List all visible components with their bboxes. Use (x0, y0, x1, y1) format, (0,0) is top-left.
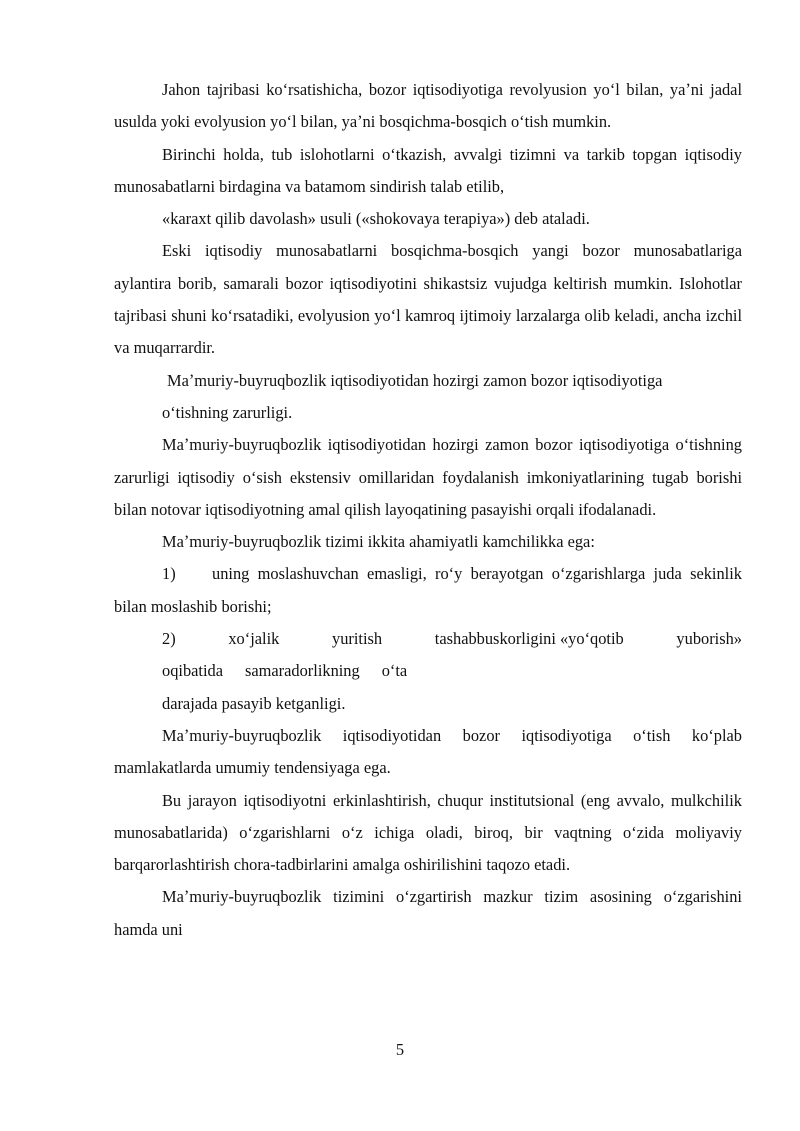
list-item-word: yuborish» (676, 629, 742, 649)
list-item-word: yuritish (332, 629, 383, 649)
paragraph: Maʼmuriy-buyruqbozlik iqtisodiyotidan bozor iqtisodiyotiga oʻtish koʻplab mamlakatlarda umumiy tendensiyaga ega. (114, 725, 742, 778)
document-body (114, 74, 742, 946)
list-item (162, 623, 742, 655)
list-item-word: samaradorlikning (245, 661, 360, 681)
list-number: 2) (162, 629, 176, 649)
list-number: 1) (162, 564, 176, 584)
section-heading-line: oʻtishning zarurligi. (162, 402, 293, 422)
list-item-continuation (162, 655, 742, 687)
list-item (114, 558, 742, 623)
list-item-word: oʻta (381, 661, 408, 681)
paragraph: Birinchi holda, tub islohotlarni oʻtkazish, avvalgi tizimni va tarkib topgan iqtisodiy munosabatlarni birdagina va batamom sindirish talab etilib, (114, 144, 742, 196)
paragraph: Jahon tajribasi koʻrsatishicha, bozor iqtisodiyotiga revolyusion yoʻl bilan, yaʼni jadal usulda yoki evolyusion yoʻl bilan, yaʼni bosqichma-bosqich oʻtish mumkin. (114, 80, 742, 132)
section-heading-line: Maʼmuriy-buyruqbozlik iqtisodiyotidan hozirgi zamon bozor iqtisodiyotiga (167, 370, 663, 390)
paragraph: Eski iqtisodiy munosabatlarni bosqichma-bosqich yangi bozor munosabatlariga aylantira borib, samarali bozor iqtisodiyotini shikastsiz vujudga keltirish mumkin. Islohotlar tajribasi shuni koʻrsatadiki, evolyusion yoʻl kamroq ijtimoiy larzalarga olib keladi, ancha izchil va muqarrardir. (114, 241, 742, 358)
page-number: 5 (395, 1040, 405, 1059)
list-item-word: xoʻjalik (228, 629, 280, 649)
paragraph: Maʼmuriy-buyruqbozlik iqtisodiyotidan hozirgi zamon bozor iqtisodiyotiga oʻtishning zarurligi iqtisodiy oʻsish ekstensiv omillaridan foydalanish imkoniyatlarining tugab borishi bilan notovar iqtisodiyotning amal qilish layoqatining pasayishi orqali ifodalanadi. (114, 435, 742, 519)
paragraph: Bu jarayon iqtisodiyotni erkinlashtirish, chuqur institutsional (eng avvalo, mulkchilik munosabatlarida) oʻzgarishlarni oʻz ichiga oladi, biroq, bir vaqtning oʻzida moliyaviy barqarorlashtirish chora-tadbirlarini amalga oshirilishini taqozo etadi. (114, 790, 742, 875)
list-item-continuation: darajada pasayib ketganligi. (162, 693, 346, 713)
list-item-word: tashabbuskorligini «yoʻqotib (434, 629, 624, 649)
list-item-text: uning moslashuvchan emasligi, roʻy berayotgan oʻzgarishlarga juda sekinlik bilan moslashib borishi; (114, 564, 742, 616)
list-item-word: oqibatida (162, 661, 223, 681)
paragraph: «karaxt qilib davolash» usuli («shokovaya terapiya») deb ataladi. (162, 209, 590, 229)
paragraph: Maʼmuriy-buyruqbozlik tizimini oʻzgartirish mazkur tizim asosining oʻzgarishini hamda uni (114, 887, 742, 939)
paragraph: Maʼmuriy-buyruqbozlik tizimi ikkita ahamiyatli kamchilikka ega: (162, 532, 595, 552)
